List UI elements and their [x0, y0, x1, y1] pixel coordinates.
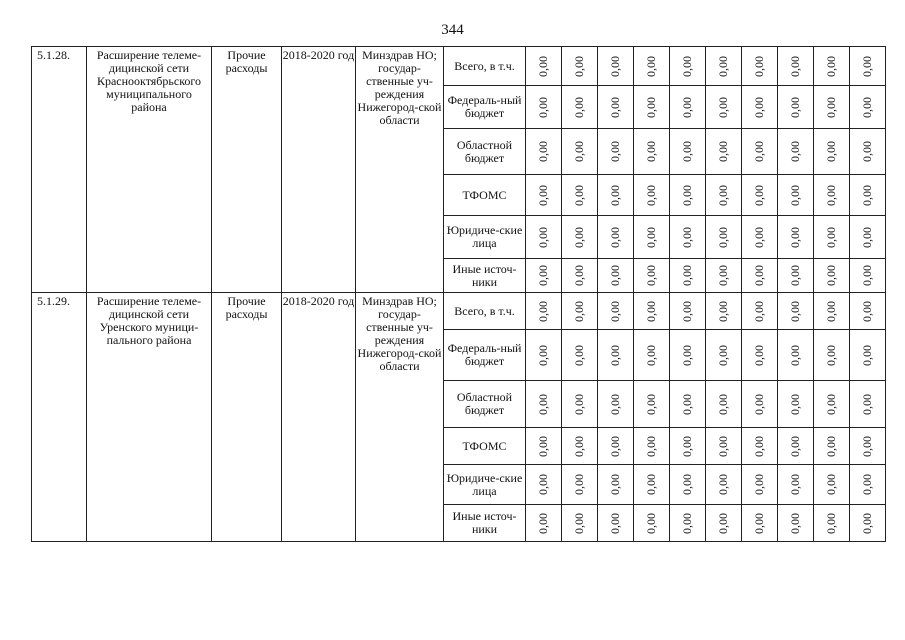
- value-cell: [634, 293, 670, 330]
- value-cell: [742, 428, 778, 465]
- value-text: 0,00: [716, 474, 730, 495]
- value-cell: [598, 428, 634, 465]
- value-cell: [562, 129, 598, 175]
- value-cell: [850, 293, 886, 330]
- value-cell: [706, 505, 742, 542]
- value-text: 0,00: [536, 184, 550, 206]
- value-cell: [634, 175, 670, 216]
- value-cell: [778, 259, 814, 293]
- value-cell: [598, 175, 634, 216]
- value-text: 0,00: [644, 512, 658, 534]
- row-expense-type: Прочие расходы: [212, 47, 282, 293]
- funding-source-label: Иные источ-ники: [444, 259, 526, 293]
- value-cell: [850, 86, 886, 129]
- value-text: 0,00: [536, 226, 550, 248]
- value-text: 0,00: [644, 435, 658, 457]
- value-cell: [562, 381, 598, 428]
- value-cell: [598, 293, 634, 330]
- value-cell: [598, 381, 634, 428]
- value-text: 0,00: [716, 300, 730, 322]
- value-text: 0,00: [536, 96, 550, 118]
- value-cell: [526, 381, 562, 428]
- value-text: 0,00: [824, 435, 838, 457]
- row-expense-type: Прочие расходы: [212, 293, 282, 542]
- value-text: 0,00: [824, 265, 838, 286]
- value-text: 0,00: [536, 141, 550, 162]
- value-cell: [706, 216, 742, 259]
- value-cell: [562, 293, 598, 330]
- row-description: Расширение телеме-дицинской сети Краснооктябрьского муниципального района: [87, 47, 212, 293]
- value-text: 0,00: [860, 55, 874, 77]
- value-text: 0,00: [680, 512, 694, 534]
- value-cell: [634, 465, 670, 505]
- value-text: 0,00: [536, 474, 550, 495]
- value-text: 0,00: [608, 184, 622, 206]
- value-text: 0,00: [608, 435, 622, 457]
- value-cell: [778, 330, 814, 381]
- value-text: 0,00: [680, 300, 694, 322]
- value-cell: [742, 47, 778, 86]
- value-text: 0,00: [644, 474, 658, 495]
- value-cell: [598, 330, 634, 381]
- value-text: 0,00: [788, 184, 802, 206]
- value-text: 0,00: [788, 265, 802, 286]
- value-cell: [526, 175, 562, 216]
- value-cell: [670, 175, 706, 216]
- value-text: 0,00: [824, 96, 838, 118]
- value-cell: [562, 47, 598, 86]
- value-text: 0,00: [824, 300, 838, 322]
- value-cell: [742, 505, 778, 542]
- value-text: 0,00: [788, 141, 802, 162]
- value-cell: [670, 428, 706, 465]
- value-text: 0,00: [680, 435, 694, 457]
- value-text: 0,00: [644, 141, 658, 162]
- value-cell: [670, 47, 706, 86]
- value-cell: [526, 465, 562, 505]
- value-cell: [598, 47, 634, 86]
- value-cell: [670, 381, 706, 428]
- value-cell: [562, 465, 598, 505]
- value-cell: [850, 381, 886, 428]
- value-text: 0,00: [536, 265, 550, 286]
- value-text: 0,00: [572, 141, 586, 162]
- value-cell: [706, 259, 742, 293]
- value-cell: [850, 216, 886, 259]
- value-cell: [562, 86, 598, 129]
- value-text: 0,00: [716, 344, 730, 366]
- value-cell: [706, 428, 742, 465]
- value-cell: [814, 293, 850, 330]
- value-cell: [778, 428, 814, 465]
- value-text: 0,00: [536, 393, 550, 415]
- value-cell: [634, 47, 670, 86]
- value-cell: [778, 505, 814, 542]
- value-text: 0,00: [752, 265, 766, 286]
- value-text: 0,00: [752, 300, 766, 322]
- row-period: 2018-2020 год: [282, 293, 356, 542]
- value-text: 0,00: [752, 474, 766, 495]
- value-text: 0,00: [644, 393, 658, 415]
- value-cell: [526, 330, 562, 381]
- funding-source-label: Областной бюджет: [444, 381, 526, 428]
- value-cell: [634, 259, 670, 293]
- value-text: 0,00: [752, 393, 766, 415]
- value-cell: [742, 293, 778, 330]
- value-cell: [850, 465, 886, 505]
- value-text: 0,00: [680, 96, 694, 118]
- value-text: 0,00: [680, 141, 694, 162]
- value-text: 0,00: [608, 474, 622, 495]
- value-text: 0,00: [572, 55, 586, 77]
- value-cell: [670, 465, 706, 505]
- value-cell: [598, 216, 634, 259]
- value-cell: [814, 129, 850, 175]
- value-text: 0,00: [644, 96, 658, 118]
- value-cell: [850, 428, 886, 465]
- value-text: 0,00: [608, 96, 622, 118]
- value-cell: [598, 465, 634, 505]
- row-period: 2018-2020 год: [282, 47, 356, 293]
- value-text: 0,00: [788, 300, 802, 322]
- value-text: 0,00: [860, 96, 874, 118]
- value-cell: [706, 465, 742, 505]
- value-text: 0,00: [752, 184, 766, 206]
- value-text: 0,00: [680, 344, 694, 366]
- value-cell: [670, 86, 706, 129]
- funding-source-label: Областной бюджет: [444, 129, 526, 175]
- row-executor: Минздрав НО; государ-ственные уч-реждения Нижегород-ской области: [356, 293, 444, 542]
- table-row: [32, 293, 886, 330]
- value-cell: [634, 86, 670, 129]
- funding-source-label: Федераль-ный бюджет: [444, 86, 526, 129]
- value-cell: [742, 465, 778, 505]
- value-cell: [850, 330, 886, 381]
- value-cell: [742, 330, 778, 381]
- value-text: 0,00: [716, 435, 730, 457]
- value-text: 0,00: [608, 393, 622, 415]
- value-text: 0,00: [788, 435, 802, 457]
- value-cell: [562, 259, 598, 293]
- value-text: 0,00: [572, 474, 586, 495]
- value-cell: [706, 47, 742, 86]
- value-cell: [742, 381, 778, 428]
- value-cell: [814, 216, 850, 259]
- value-text: 0,00: [860, 344, 874, 366]
- value-cell: [778, 293, 814, 330]
- row-code: 5.1.29.: [32, 293, 87, 542]
- value-text: 0,00: [572, 435, 586, 457]
- value-cell: [562, 505, 598, 542]
- value-text: 0,00: [608, 512, 622, 534]
- value-cell: [526, 259, 562, 293]
- table-row: [32, 47, 886, 86]
- value-text: 0,00: [608, 344, 622, 366]
- value-cell: [778, 381, 814, 428]
- value-text: 0,00: [752, 512, 766, 534]
- value-text: 0,00: [860, 300, 874, 322]
- value-text: 0,00: [644, 300, 658, 322]
- value-cell: [814, 47, 850, 86]
- value-text: 0,00: [716, 512, 730, 534]
- value-cell: [778, 216, 814, 259]
- value-cell: [778, 175, 814, 216]
- value-cell: [598, 505, 634, 542]
- value-cell: [778, 86, 814, 129]
- value-text: 0,00: [716, 55, 730, 77]
- value-cell: [598, 86, 634, 129]
- value-cell: [742, 175, 778, 216]
- value-text: 0,00: [860, 474, 874, 495]
- value-text: 0,00: [860, 393, 874, 415]
- value-cell: [598, 259, 634, 293]
- value-text: 0,00: [608, 300, 622, 322]
- value-text: 0,00: [824, 393, 838, 415]
- value-text: 0,00: [860, 141, 874, 162]
- row-code: 5.1.28.: [32, 47, 87, 293]
- value-cell: [706, 330, 742, 381]
- value-text: 0,00: [752, 226, 766, 248]
- value-text: 0,00: [788, 226, 802, 248]
- value-text: 0,00: [860, 435, 874, 457]
- value-cell: [850, 175, 886, 216]
- value-text: 0,00: [536, 435, 550, 457]
- value-cell: [814, 259, 850, 293]
- value-text: 0,00: [572, 300, 586, 322]
- value-cell: [706, 381, 742, 428]
- value-text: 0,00: [752, 55, 766, 77]
- value-text: 0,00: [608, 55, 622, 77]
- funding-source-label: ТФОМС: [444, 175, 526, 216]
- value-cell: [526, 47, 562, 86]
- value-text: 0,00: [572, 184, 586, 206]
- value-text: 0,00: [824, 55, 838, 77]
- funding-source-label: Федераль-ный бюджет: [444, 330, 526, 381]
- value-text: 0,00: [752, 435, 766, 457]
- value-text: 0,00: [680, 265, 694, 286]
- value-cell: [814, 330, 850, 381]
- value-text: 0,00: [536, 55, 550, 77]
- value-text: 0,00: [788, 96, 802, 118]
- value-cell: [526, 428, 562, 465]
- value-text: 0,00: [608, 141, 622, 162]
- value-cell: [526, 216, 562, 259]
- value-text: 0,00: [572, 226, 586, 248]
- value-cell: [634, 381, 670, 428]
- value-cell: [850, 47, 886, 86]
- value-cell: [526, 129, 562, 175]
- value-text: 0,00: [752, 141, 766, 162]
- value-cell: [634, 129, 670, 175]
- value-cell: [634, 216, 670, 259]
- page-number: 344: [441, 22, 464, 38]
- value-cell: [670, 293, 706, 330]
- value-cell: [742, 86, 778, 129]
- funding-source-label: Юридиче-ские лица: [444, 465, 526, 505]
- value-text: 0,00: [680, 474, 694, 495]
- value-text: 0,00: [572, 344, 586, 366]
- value-text: 0,00: [644, 55, 658, 77]
- value-cell: [706, 293, 742, 330]
- value-text: 0,00: [824, 184, 838, 206]
- value-cell: [850, 129, 886, 175]
- value-text: 0,00: [752, 344, 766, 366]
- value-cell: [562, 216, 598, 259]
- value-cell: [526, 86, 562, 129]
- value-cell: [850, 259, 886, 293]
- value-text: 0,00: [788, 55, 802, 77]
- value-text: 0,00: [824, 344, 838, 366]
- value-text: 0,00: [644, 184, 658, 206]
- value-text: 0,00: [716, 226, 730, 248]
- value-text: 0,00: [572, 265, 586, 286]
- value-text: 0,00: [716, 96, 730, 118]
- value-cell: [814, 465, 850, 505]
- value-cell: [562, 428, 598, 465]
- value-text: 0,00: [716, 184, 730, 206]
- value-cell: [814, 381, 850, 428]
- value-cell: [562, 175, 598, 216]
- value-text: 0,00: [824, 141, 838, 162]
- value-text: 0,00: [680, 184, 694, 206]
- row-description: Расширение телеме-дицинской сети Уренского муници-пального района: [87, 293, 212, 542]
- value-text: 0,00: [680, 55, 694, 77]
- value-text: 0,00: [824, 512, 838, 534]
- value-cell: [850, 505, 886, 542]
- funding-source-label: Иные источ-ники: [444, 505, 526, 542]
- value-text: 0,00: [680, 226, 694, 248]
- value-cell: [814, 175, 850, 216]
- value-text: 0,00: [824, 474, 838, 495]
- value-cell: [670, 330, 706, 381]
- value-cell: [526, 505, 562, 542]
- budget-table: [31, 46, 886, 542]
- value-cell: [814, 86, 850, 129]
- value-text: 0,00: [572, 512, 586, 534]
- funding-source-label: ТФОМС: [444, 428, 526, 465]
- value-text: 0,00: [572, 393, 586, 415]
- value-cell: [670, 216, 706, 259]
- row-executor: Минздрав НО; государ-ственные уч-реждения Нижегород-ской области: [356, 47, 444, 293]
- value-cell: [706, 129, 742, 175]
- value-cell: [526, 293, 562, 330]
- value-text: 0,00: [788, 393, 802, 415]
- value-text: 0,00: [572, 96, 586, 118]
- value-cell: [634, 505, 670, 542]
- value-cell: [742, 259, 778, 293]
- value-cell: [562, 330, 598, 381]
- value-cell: [778, 465, 814, 505]
- value-text: 0,00: [716, 265, 730, 286]
- value-cell: [814, 428, 850, 465]
- value-text: 0,00: [824, 226, 838, 248]
- value-text: 0,00: [788, 344, 802, 366]
- value-text: 0,00: [536, 512, 550, 534]
- value-cell: [670, 129, 706, 175]
- value-text: 0,00: [644, 344, 658, 366]
- value-cell: [778, 47, 814, 86]
- value-cell: [706, 86, 742, 129]
- value-text: 0,00: [860, 265, 874, 286]
- value-text: 0,00: [788, 512, 802, 534]
- value-text: 0,00: [644, 265, 658, 286]
- value-text: 0,00: [860, 184, 874, 206]
- funding-source-label: Юридиче-ские лица: [444, 216, 526, 259]
- value-text: 0,00: [644, 226, 658, 248]
- value-cell: [670, 259, 706, 293]
- value-text: 0,00: [752, 96, 766, 118]
- value-text: 0,00: [716, 393, 730, 415]
- value-text: 0,00: [788, 474, 802, 495]
- value-cell: [634, 330, 670, 381]
- value-text: 0,00: [716, 141, 730, 162]
- value-text: 0,00: [608, 226, 622, 248]
- value-cell: [778, 129, 814, 175]
- value-text: 0,00: [860, 512, 874, 534]
- value-cell: [814, 505, 850, 542]
- value-cell: [742, 216, 778, 259]
- funding-source-label: Всего, в т.ч.: [444, 293, 526, 330]
- value-text: 0,00: [680, 393, 694, 415]
- value-text: 0,00: [608, 265, 622, 286]
- value-text: 0,00: [536, 344, 550, 366]
- value-cell: [670, 505, 706, 542]
- value-cell: [598, 129, 634, 175]
- value-text: 0,00: [860, 226, 874, 248]
- funding-source-label: Всего, в т.ч.: [444, 47, 526, 86]
- value-cell: [742, 129, 778, 175]
- value-cell: [634, 428, 670, 465]
- value-text: 0,00: [536, 300, 550, 322]
- value-cell: [706, 175, 742, 216]
